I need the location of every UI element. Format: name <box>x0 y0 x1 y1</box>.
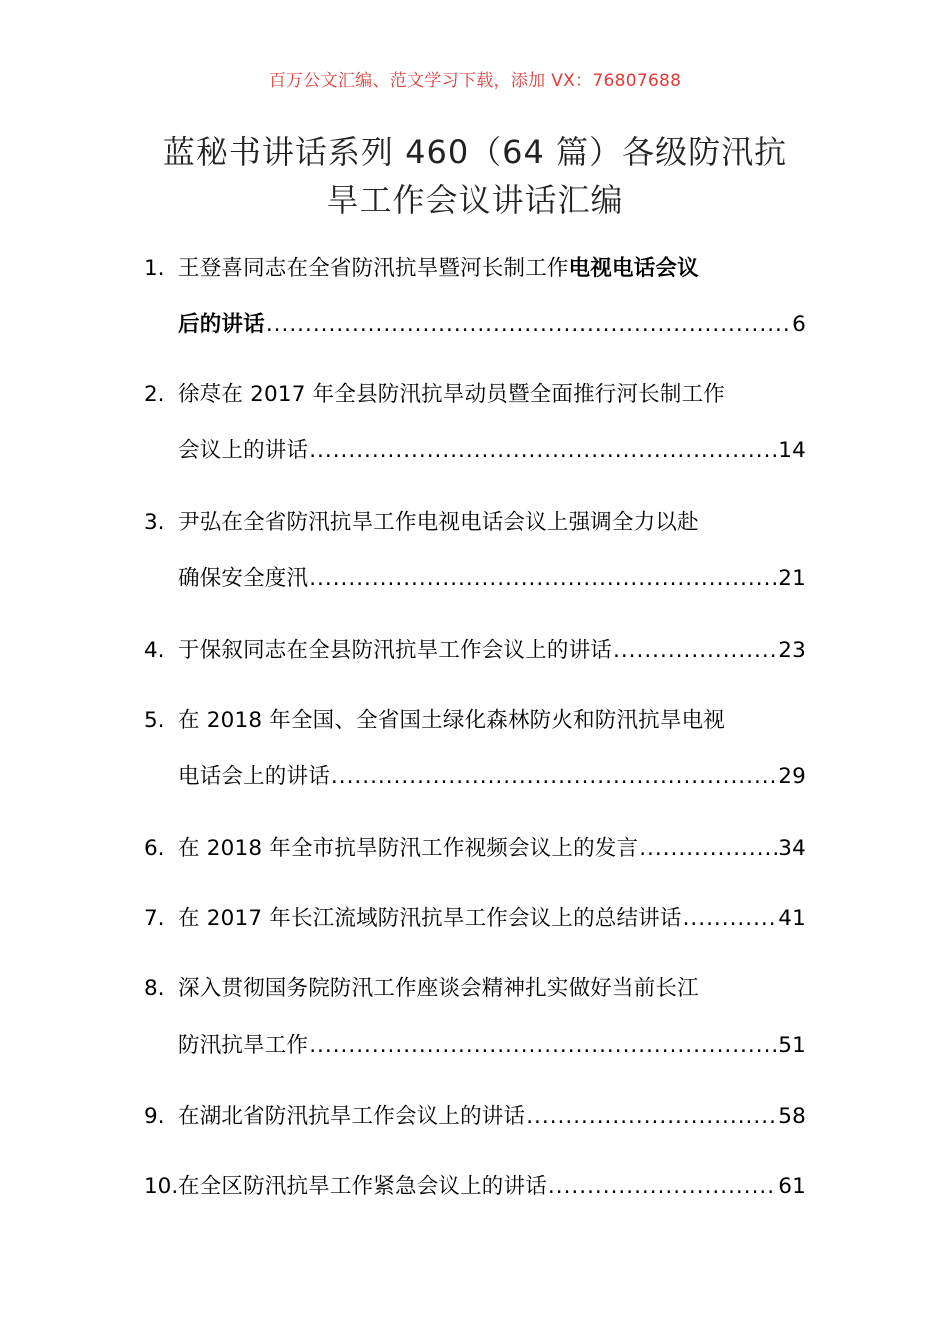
toc-page-number: 41 <box>778 906 806 931</box>
toc-leader-dots <box>309 436 777 466</box>
toc-item-line <box>178 508 806 538</box>
toc-leader-dots <box>639 834 777 864</box>
toc-leader-dots <box>266 310 791 340</box>
toc-item-number: 5. <box>144 708 165 733</box>
toc-item-title-bold: 电视电话会议 <box>568 256 699 281</box>
toc-item-link[interactable] <box>178 564 806 594</box>
toc-item-number: 2. <box>144 382 165 407</box>
toc-item-line <box>178 254 818 284</box>
toc-page-number: 23 <box>778 638 806 663</box>
toc-leader-dots <box>683 904 778 934</box>
toc-item-link[interactable] <box>178 310 806 340</box>
toc-page-number: 58 <box>778 1104 806 1129</box>
toc-leader-dots <box>526 1102 777 1132</box>
toc-leader-dots <box>309 1031 777 1061</box>
toc-item-title: 在湖北省防汛抗旱工作会议上的讲话 <box>178 1104 526 1129</box>
toc-item-title: 在 2018 年全国、全省国土绿化森林防火和防汛抗旱电视 <box>178 708 725 733</box>
toc-item-title: 王登喜同志在全省防汛抗旱暨河长制工作 <box>178 256 569 281</box>
toc-leader-dots <box>331 762 777 792</box>
toc-leader-dots <box>613 636 777 666</box>
toc-leader-dots <box>309 564 777 594</box>
toc-item-number: 10. <box>144 1174 179 1199</box>
toc-item-title: 徐荩在 2017 年全县防汛抗旱动员暨全面推行河长制工作 <box>178 382 725 407</box>
toc-item-title-continued: 防汛抗旱工作 <box>178 1033 309 1058</box>
toc-item-number: 4. <box>144 638 165 663</box>
toc-page-number: 14 <box>778 438 806 463</box>
toc-item-title-continued: 确保安全度汛 <box>178 566 309 591</box>
toc-item-line <box>178 974 806 1004</box>
toc-item-number: 3. <box>144 510 165 535</box>
toc-item-title-continued: 后的讲话 <box>178 312 265 337</box>
title-line-2: 旱工作会议讲话汇编 <box>326 181 624 219</box>
toc-item-line <box>178 706 806 736</box>
toc-page-number: 6 <box>792 312 806 337</box>
toc-item-link[interactable] <box>178 636 806 666</box>
toc-item-number: 1. <box>144 256 165 281</box>
toc-leader-dots <box>548 1172 777 1202</box>
toc-item-title-continued: 会议上的讲话 <box>178 438 309 463</box>
toc-item-line <box>178 380 806 410</box>
toc-item-link[interactable] <box>178 1031 806 1061</box>
toc-item-title: 深入贯彻国务院防汛工作座谈会精神扎实做好当前长江 <box>178 976 699 1001</box>
title-line-1: 蓝秘书讲话系列 460（64 篇）各级防汛抗 <box>162 133 788 171</box>
header-note: 百万公文汇编、范文学习下载，添加 VX：76807688 <box>268 71 682 91</box>
toc-page-number: 51 <box>778 1033 806 1058</box>
toc-item-link[interactable] <box>178 1172 806 1202</box>
toc-page-number: 34 <box>778 836 806 861</box>
toc-item-title: 在全区防汛抗旱工作紧急会议上的讲话 <box>178 1174 547 1199</box>
toc-item-number: 8. <box>144 976 165 1001</box>
toc-item-number: 6. <box>144 836 165 861</box>
toc-item-title: 于保叙同志在全县防汛抗旱工作会议上的讲话 <box>178 638 613 663</box>
toc-item-title: 尹弘在全省防汛抗旱工作电视电话会议上强调全力以赴 <box>178 510 699 535</box>
toc-page-number: 29 <box>778 764 806 789</box>
toc-item-link[interactable] <box>178 1102 806 1132</box>
toc-item-number: 9. <box>144 1104 165 1129</box>
toc-item-title: 在 2018 年全市抗旱防汛工作视频会议上的发言 <box>178 836 639 861</box>
toc-item-link[interactable] <box>178 904 806 934</box>
toc-item-title: 在 2017 年长江流域防汛抗旱工作会议上的总结讲话 <box>178 906 682 931</box>
toc-item-link[interactable] <box>178 436 806 466</box>
toc-page-number: 61 <box>778 1174 806 1199</box>
toc-item-number: 7. <box>144 906 165 931</box>
toc-item-title-continued: 电话会上的讲话 <box>178 764 330 789</box>
toc-item-link[interactable] <box>178 762 806 792</box>
toc-page-number: 21 <box>778 566 806 591</box>
toc-item-link[interactable] <box>178 834 806 864</box>
